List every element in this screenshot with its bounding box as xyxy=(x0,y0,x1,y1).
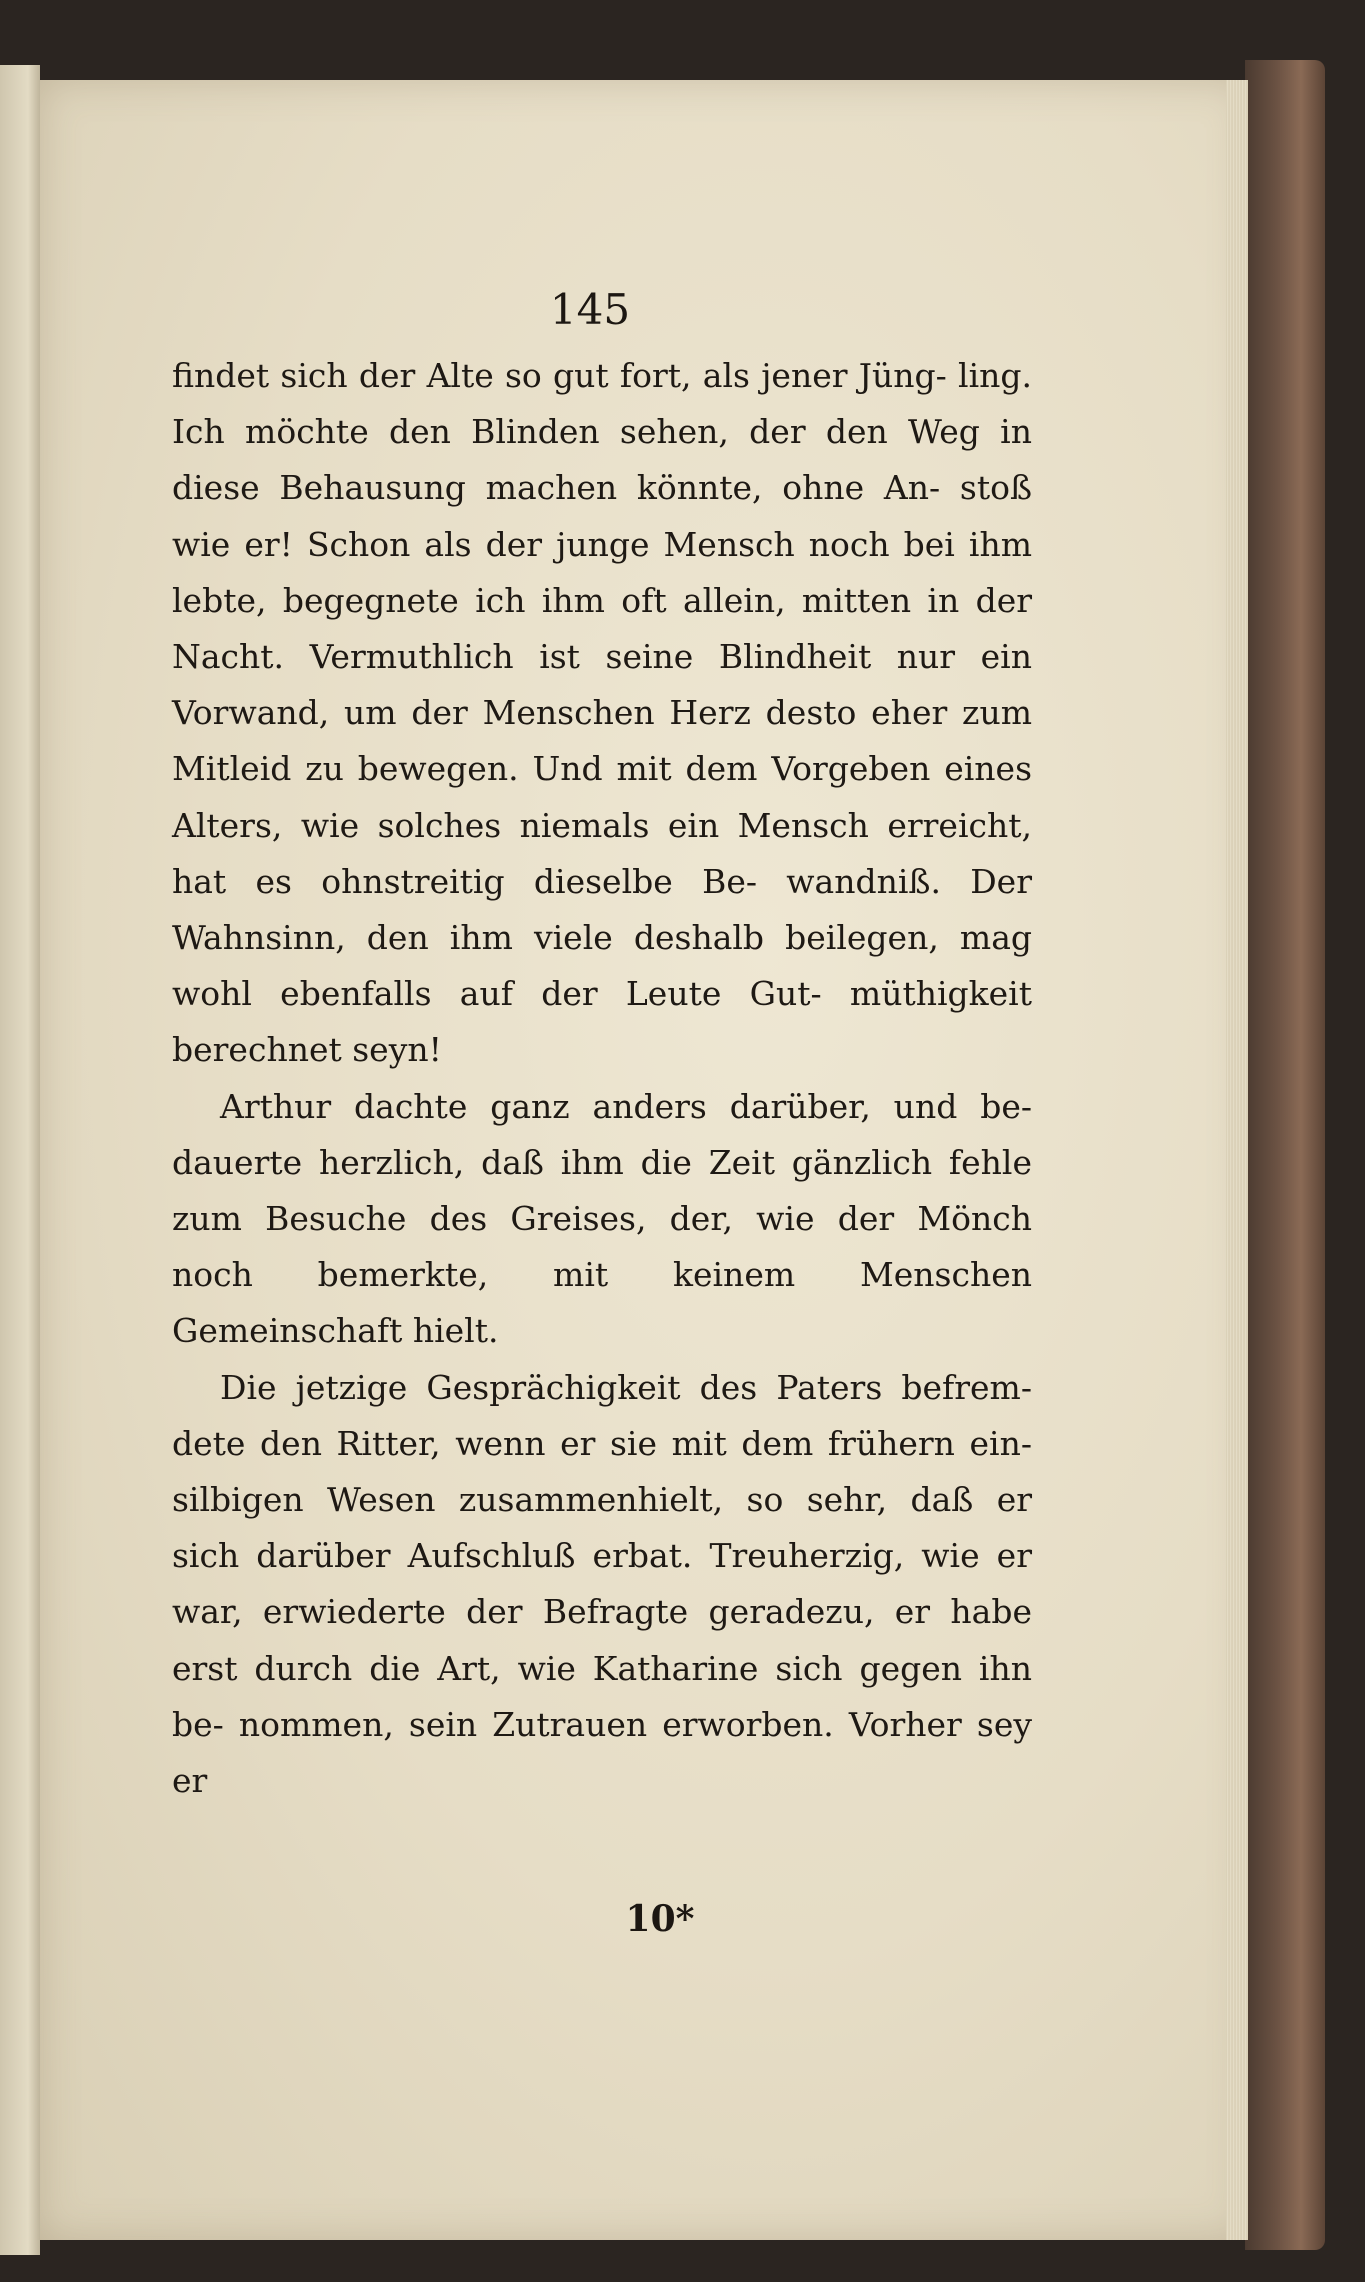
paragraph-3: Die jetzige Gesprächigkeit des Paters befrem- dete den Ritter, wenn er sie mit dem frühern ein- silbigen Wesen zusammenhielt, so sehr, daß er sich darüber Aufschluß erbat. Treuherzig, wie er war, erwiederte der Befragte geradezu, er habe erst durch die Art, wie Katharine sich gegen ihn be- nommen, sein Zutrauen erworben. Vorher sey er xyxy=(172,1367,1032,1801)
paragraph-2: Arthur dachte ganz anders darüber, und be- dauerte herzlich, daß ihm die Zeit gänzlich fehle zum Besuche des Greises, der, wie der Mönch noch bemerkte, mit keinem Menschen Gemeinschaft hielt. xyxy=(172,1086,1032,1351)
page xyxy=(40,80,1248,2240)
previous-page-edge xyxy=(0,65,40,2255)
signature-mark: 10* xyxy=(625,1898,695,1940)
page-edges xyxy=(1226,80,1248,2240)
book-cover-edge xyxy=(1245,60,1325,2250)
page-number: 145 xyxy=(549,285,631,334)
paragraph-1: findet sich der Alte so gut fort, als jener Jüng- ling. Ich möchte den Blinden sehen, der den Weg in diese Behausung machen könnte, ohne An- stoß wie er! Schon als der junge Mensch noch bei ihm lebte, begegnete ich ihm oft allein, mitten in der Nacht. Vermuthlich ist seine Blindheit nur ein Vorwand, um der Menschen Herz desto eher zum Mitleid zu bewegen. Und mit dem Vorgeben eines Alters, wie solches niemals ein Mensch erreicht, hat es ohnstreitig dieselbe Be- wandniß. Der Wahnsinn, den ihm viele deshalb beilegen, mag wohl ebenfalls auf der Leute Gut- müthigkeit berechnet seyn! xyxy=(172,356,1032,1070)
body-text xyxy=(172,348,1032,1809)
